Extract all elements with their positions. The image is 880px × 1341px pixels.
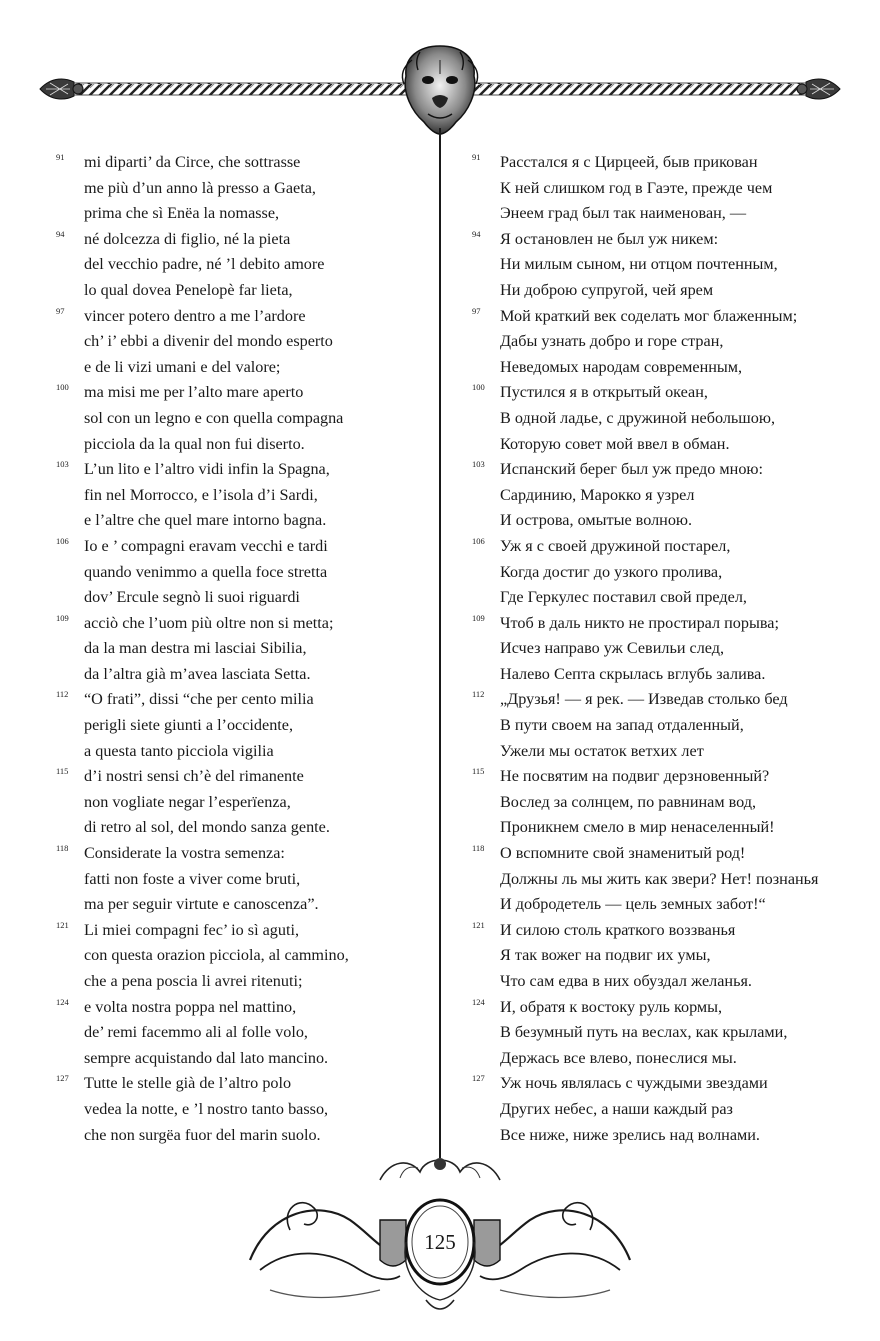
stanza (56, 841, 426, 918)
verse-line: Должны ль мы жить как звери? Нет! познанья (500, 869, 819, 888)
line-number: 94 (56, 228, 65, 239)
stanza (472, 611, 852, 688)
line-number: 121 (472, 919, 485, 930)
verse-line: né dolcezza di figlio, né la pieta (84, 229, 291, 248)
verse-line: a questa tanto picciola vigilia (84, 741, 274, 760)
stanza (56, 764, 426, 841)
verse-line: Расстался я с Цирцеей, быв прикован (500, 153, 758, 171)
verse-line: vincer potero dentro a me l’ardore (84, 306, 306, 325)
line-number: 124 (56, 996, 69, 1007)
verse-line: non vogliate negar l’esperïenza, (84, 792, 291, 811)
verse-line: Сардинию, Марокко я узрел (500, 485, 695, 504)
verse-line: Исчез направо уж Севильи след, (500, 639, 725, 658)
stanza (472, 534, 852, 611)
verse-line: Где Геркулес поставил свой предел, (500, 588, 747, 607)
verse-line: Я остановлен не был уж никем: (500, 229, 719, 248)
verse-line: ma misi me per l’alto mare aperto (84, 383, 304, 402)
verse-line: che non surgëa fuor del marin suolo. (84, 1125, 321, 1144)
verse-line: sol con un legno e con quella compagna (84, 408, 344, 427)
verse-line: Чтоб в даль никто не простирал порыва; (500, 613, 779, 632)
line-number: 127 (56, 1073, 69, 1084)
stanza (472, 150, 852, 227)
verse-line: lo qual dovea Penelopè far lieta, (84, 280, 293, 299)
verse-line: В безумный путь на веслах, как крылами, (500, 1023, 788, 1042)
verse-line: Держась все влево, понеслися мы. (500, 1048, 737, 1067)
verse-line: Уж я с своей дружиной постарел, (500, 536, 731, 555)
verse-line: con questa orazion picciola, al cammino, (84, 946, 349, 965)
verse-line: Испанский берег был уж предо мною: (500, 460, 764, 479)
stanza (472, 304, 852, 381)
verse-line: Все ниже, ниже зрелись над волнами. (500, 1125, 760, 1144)
verse-line: Не посвятим на подвиг дерзновенный? (500, 767, 770, 786)
verse-line: da l’altra già m’avea lasciata Setta. (84, 664, 311, 683)
verse-line: Неведомых народам современным, (500, 357, 743, 376)
verse-line: ma per seguir virtute e canoscenza”. (84, 895, 319, 914)
stanza (56, 380, 426, 457)
verse-line: В одной ладье, с дружиной небольшою, (500, 408, 775, 427)
line-number: 91 (472, 152, 481, 162)
verse-line: L’un lito e l’altro vidi infin la Spagna, (84, 460, 330, 479)
line-number: 109 (56, 612, 69, 623)
verse-line: Considerate la vostra semenza: (84, 844, 285, 863)
verse-line: Tutte le stelle già de l’altro polo (84, 1074, 292, 1093)
line-number: 115 (56, 766, 69, 777)
verse-line: del vecchio padre, né ’l debito amore (84, 255, 325, 274)
verse-line: Ужели мы остаток ветхих лет (500, 741, 704, 760)
verse-line: К ней слишком год в Гаэте, прежде чем (500, 178, 773, 197)
verse-line: Энеем град был так наименован, — (500, 204, 747, 223)
stanza (472, 995, 852, 1072)
verse-line: e volta nostra poppa nel mattino, (84, 997, 297, 1016)
stanza (56, 611, 426, 688)
verse-line: e de li vizi umani e del valore; (84, 357, 281, 376)
line-number: 97 (56, 305, 65, 316)
italian-text-column (56, 150, 426, 1148)
verse-line: “O frati”, dissi “che per cento milia (84, 690, 314, 709)
line-number: 106 (472, 535, 485, 546)
russian-text-column (472, 150, 852, 1148)
footer-ornament (230, 1150, 650, 1330)
verse-line: d’i nostri sensi ch’è del rimanente (84, 767, 304, 786)
verse-line: Пустился я в открытый океан, (500, 383, 708, 402)
verse-line: И силою столь краткого воззванья (500, 920, 736, 939)
stanza (56, 227, 426, 304)
verse-line: Io e ’ compagni eravam vecchi e tardi (84, 536, 328, 555)
verse-line: Уж ночь являлась с чуждыми звездами (500, 1074, 768, 1093)
stanza (56, 150, 426, 227)
stanza (472, 841, 852, 918)
stanza (472, 1071, 852, 1148)
verse-line: Которую совет мой ввел в обман. (500, 434, 730, 453)
verse-line: dov’ Ercule segnò li suoi riguardi (84, 588, 300, 607)
line-number: 106 (56, 535, 69, 546)
left-finial-icon (40, 79, 83, 99)
line-number: 109 (472, 612, 485, 623)
line-number: 121 (56, 919, 69, 930)
stanza (472, 764, 852, 841)
verse-line: Ни доброю супругой, чей ярем (500, 280, 714, 299)
verse-line: e l’altre che quel mare intorno bagna. (84, 511, 327, 530)
verse-line: Когда достиг до узкого пролива, (500, 562, 723, 581)
verse-line: Li miei compagni fec’ io sì aguti, (84, 920, 300, 939)
stanza (56, 534, 426, 611)
line-number: 97 (472, 305, 481, 316)
verse-line: Мой краткий век соделать мог блаженным; (500, 306, 798, 325)
right-finial-icon (797, 79, 840, 99)
verse-line: Других небес, а наши каждый раз (500, 1099, 733, 1118)
verse-line: Вослед за солнцем, по равнинам вод, (500, 792, 757, 811)
stanza (56, 918, 426, 995)
verse-line: sempre acquistando dal lato mancino. (84, 1048, 329, 1067)
center-rule (438, 128, 442, 1158)
line-number: 100 (472, 382, 485, 393)
line-number: 112 (472, 689, 485, 700)
stanza (472, 227, 852, 304)
stanza (56, 995, 426, 1072)
line-number: 118 (56, 843, 69, 854)
stanza (56, 1071, 426, 1148)
stanza (472, 457, 852, 534)
verse-line: mi diparti’ da Circe, che sottrasse (84, 153, 301, 171)
verse-line: da la man destra mi lasciai Sibilia, (84, 639, 307, 658)
verse-line: Налево Септа скрылась вглубь залива. (500, 664, 766, 683)
verse-line: Ни милым сыном, ни отцом почтенным, (500, 255, 778, 274)
verse-line: perigli siete giunti a l’occidente, (84, 716, 294, 735)
verse-line: quando venimmo a quella foce stretta (84, 562, 328, 581)
verse-line: fatti non foste a viver come bruti, (84, 869, 301, 888)
line-number: 91 (56, 152, 65, 162)
verse-line: fin nel Morrocco, e l’isola d’i Sardi, (84, 485, 318, 504)
line-number: 103 (472, 459, 485, 470)
verse-line: prima che sì Enëa la nomasse, (84, 204, 280, 223)
verse-line: Дабы узнать добро и горе стран, (500, 332, 724, 351)
verse-line: О вспомните свой знаменитый род! (500, 844, 746, 863)
lion-mask-icon (402, 46, 477, 134)
verse-line: И, обратя к востоку руль кормы, (500, 997, 723, 1016)
verse-line: Что сам едва в них обуздал желанья. (500, 972, 752, 990)
verse-line: И добродетель — цель земных забот!“ (500, 895, 766, 914)
line-number: 103 (56, 459, 69, 470)
line-number: 127 (472, 1073, 485, 1084)
verse-line: ch’ i’ ebbi a divenir del mondo esperto (84, 332, 333, 351)
line-number: 112 (56, 689, 69, 700)
verse-line: И острова, омытые волною. (500, 511, 693, 530)
verse-line: di retro al sol, del mondo sanza gente. (84, 818, 330, 837)
line-number: 94 (472, 228, 481, 239)
verse-line: che a pena poscia li avrei ritenuti; (84, 972, 303, 990)
verse-line: Проникнем смело в мир ненаселенный! (500, 818, 775, 837)
verse-line: Я так вожег на подвиг их умы, (500, 946, 711, 965)
verse-line: acciò che l’uom più oltre non si metta; (84, 613, 334, 632)
verse-line: vedea la notte, e ’l nostro tanto basso, (84, 1099, 329, 1118)
stanza (472, 918, 852, 995)
stanza (56, 457, 426, 534)
line-number: 100 (56, 382, 69, 393)
line-number: 115 (472, 766, 485, 777)
stanza (472, 687, 852, 764)
stanza (472, 380, 852, 457)
page-number: 125 (424, 1230, 456, 1254)
line-number: 124 (472, 996, 485, 1007)
verse-line: picciola da la qual non fui diserto. (84, 434, 305, 453)
verse-line: me più d’un anno là presso a Gaeta, (84, 178, 316, 197)
verse-line: de’ remi facemmo ali al folle volo, (84, 1023, 308, 1042)
line-number: 118 (472, 843, 485, 854)
verse-line: В пути своем на запад отдаленный, (500, 716, 744, 735)
stanza (56, 304, 426, 381)
verse-line: „Друзья! — я рек. — Изведав столько бед (500, 690, 788, 709)
stanza (56, 687, 426, 764)
